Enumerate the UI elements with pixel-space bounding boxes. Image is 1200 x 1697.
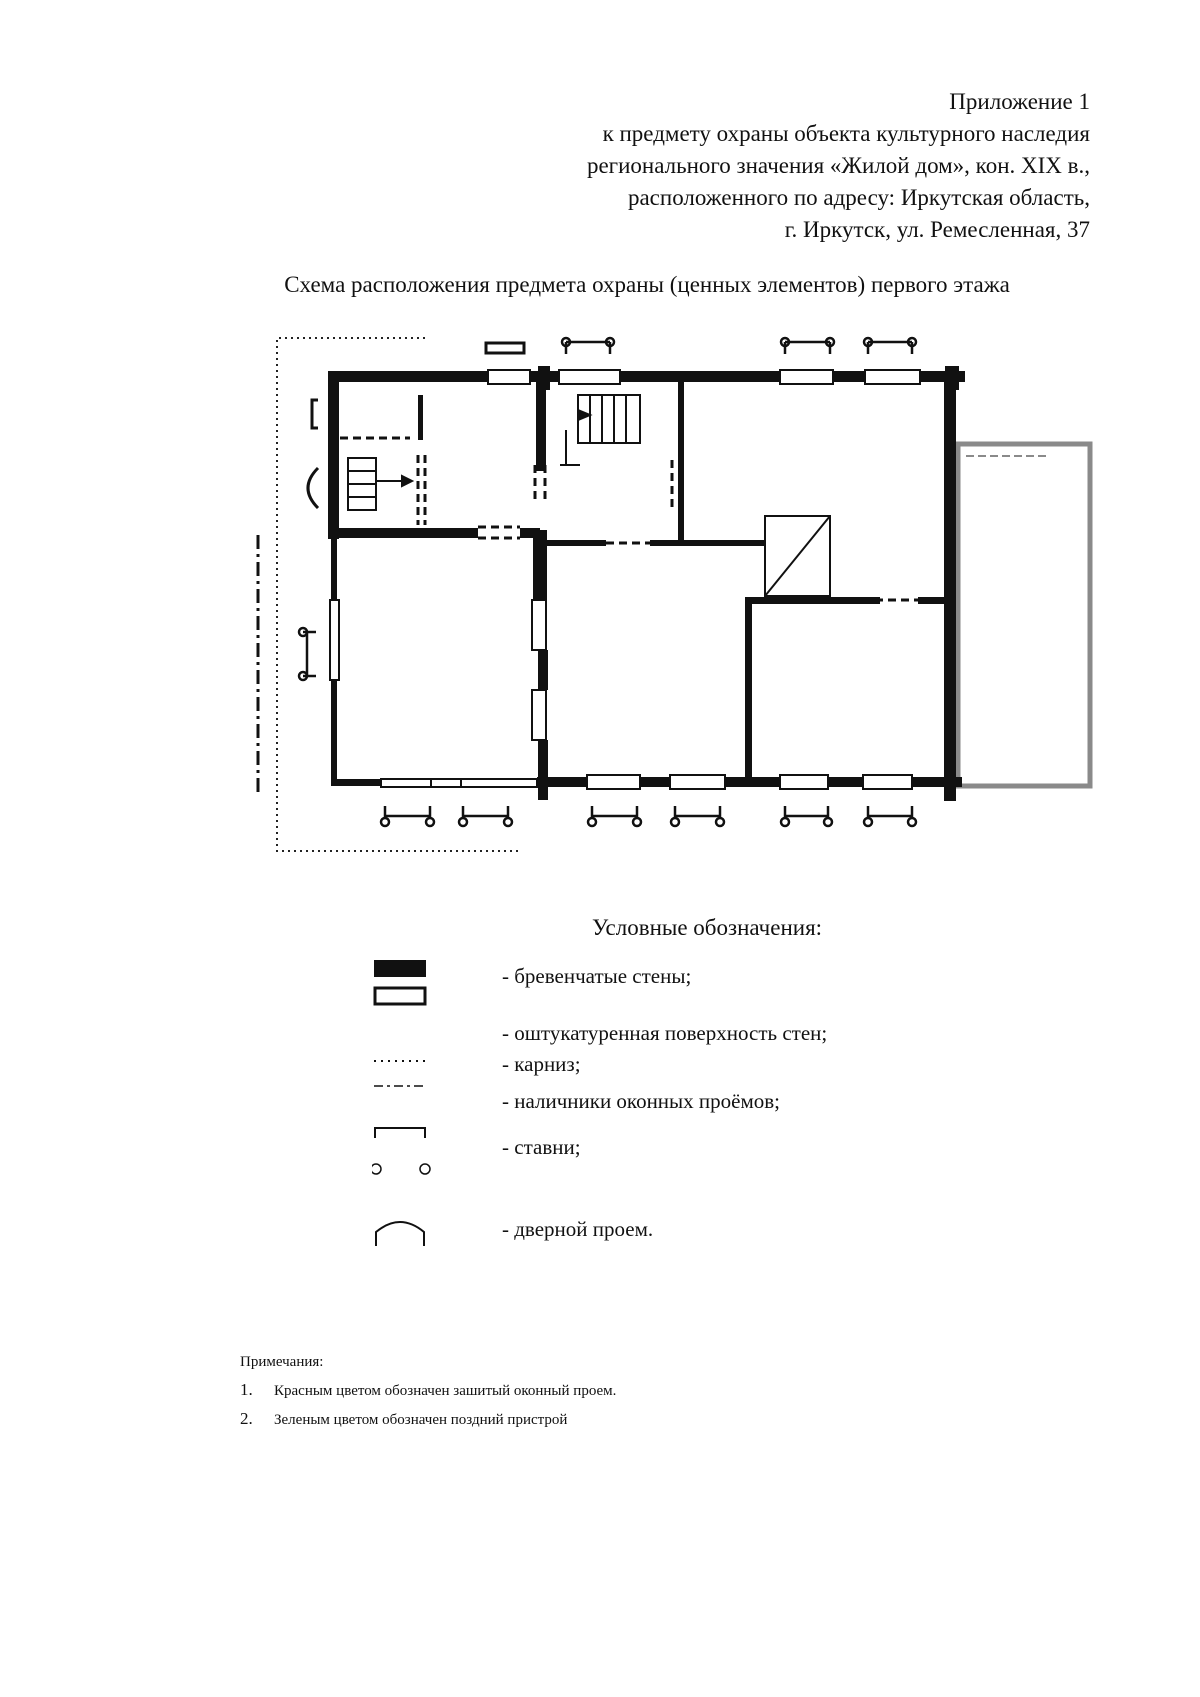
stairs-center <box>560 395 640 465</box>
notes <box>240 1349 616 1434</box>
legend-plaster: - оштукатуренная поверхность стен; <box>502 1021 828 1045</box>
shutter-symbol-right <box>420 1164 430 1174</box>
header-line-5: г. Иркутск, ул. Ремесленная, 37 <box>784 217 1090 242</box>
shutter-symbol-left <box>372 1164 381 1174</box>
note-text: Красным цветом обозначен зашитый оконный проем. <box>274 1383 617 1399</box>
notes-title: Примечания: <box>240 1354 324 1370</box>
window-shutters-bottom <box>381 806 916 826</box>
left-elements <box>299 400 318 680</box>
log-wall-symbol <box>374 960 426 977</box>
later-extension <box>958 444 1090 786</box>
legend-shutters: - ставни; <box>502 1135 581 1159</box>
header-line-3: регионального значения «Жилой дом», кон. XIX в., <box>586 153 1090 178</box>
log-walls <box>328 366 965 801</box>
legend-log-walls: - бревенчатые стены; <box>502 964 692 988</box>
log-wall-window-symbol <box>375 988 425 1004</box>
note-item <box>240 1376 616 1405</box>
note-item <box>240 1405 616 1434</box>
legend-symbols <box>372 958 432 1208</box>
note-number: 1. <box>240 1380 253 1399</box>
window-trim-symbol <box>375 1128 425 1138</box>
legend-window-trims: - наличники оконных проёмов; <box>502 1089 781 1113</box>
window-shutters-top <box>486 338 916 354</box>
header-line-2: к предмету охраны объекта культурного наследия <box>602 121 1090 146</box>
header-line-4: расположенного по адресу: Иркутская область, <box>627 185 1090 210</box>
note-text: Зеленым цветом обозначен поздний пристрой <box>274 1412 568 1428</box>
note-number: 2. <box>240 1409 253 1428</box>
stairs-left <box>348 458 412 510</box>
dashed-openings <box>340 438 918 600</box>
door-symbol <box>372 1214 432 1250</box>
legend-title: Условные обозначения: <box>592 915 823 940</box>
legend-door: - дверной проем. <box>502 1217 654 1241</box>
appendix-number: Приложение 1 <box>949 89 1090 114</box>
plan-title: Схема расположения предмета охраны (ценных элементов) первого этажа <box>284 272 1010 297</box>
legend-cornice: - карниз; <box>502 1052 581 1076</box>
chimney <box>765 516 830 596</box>
